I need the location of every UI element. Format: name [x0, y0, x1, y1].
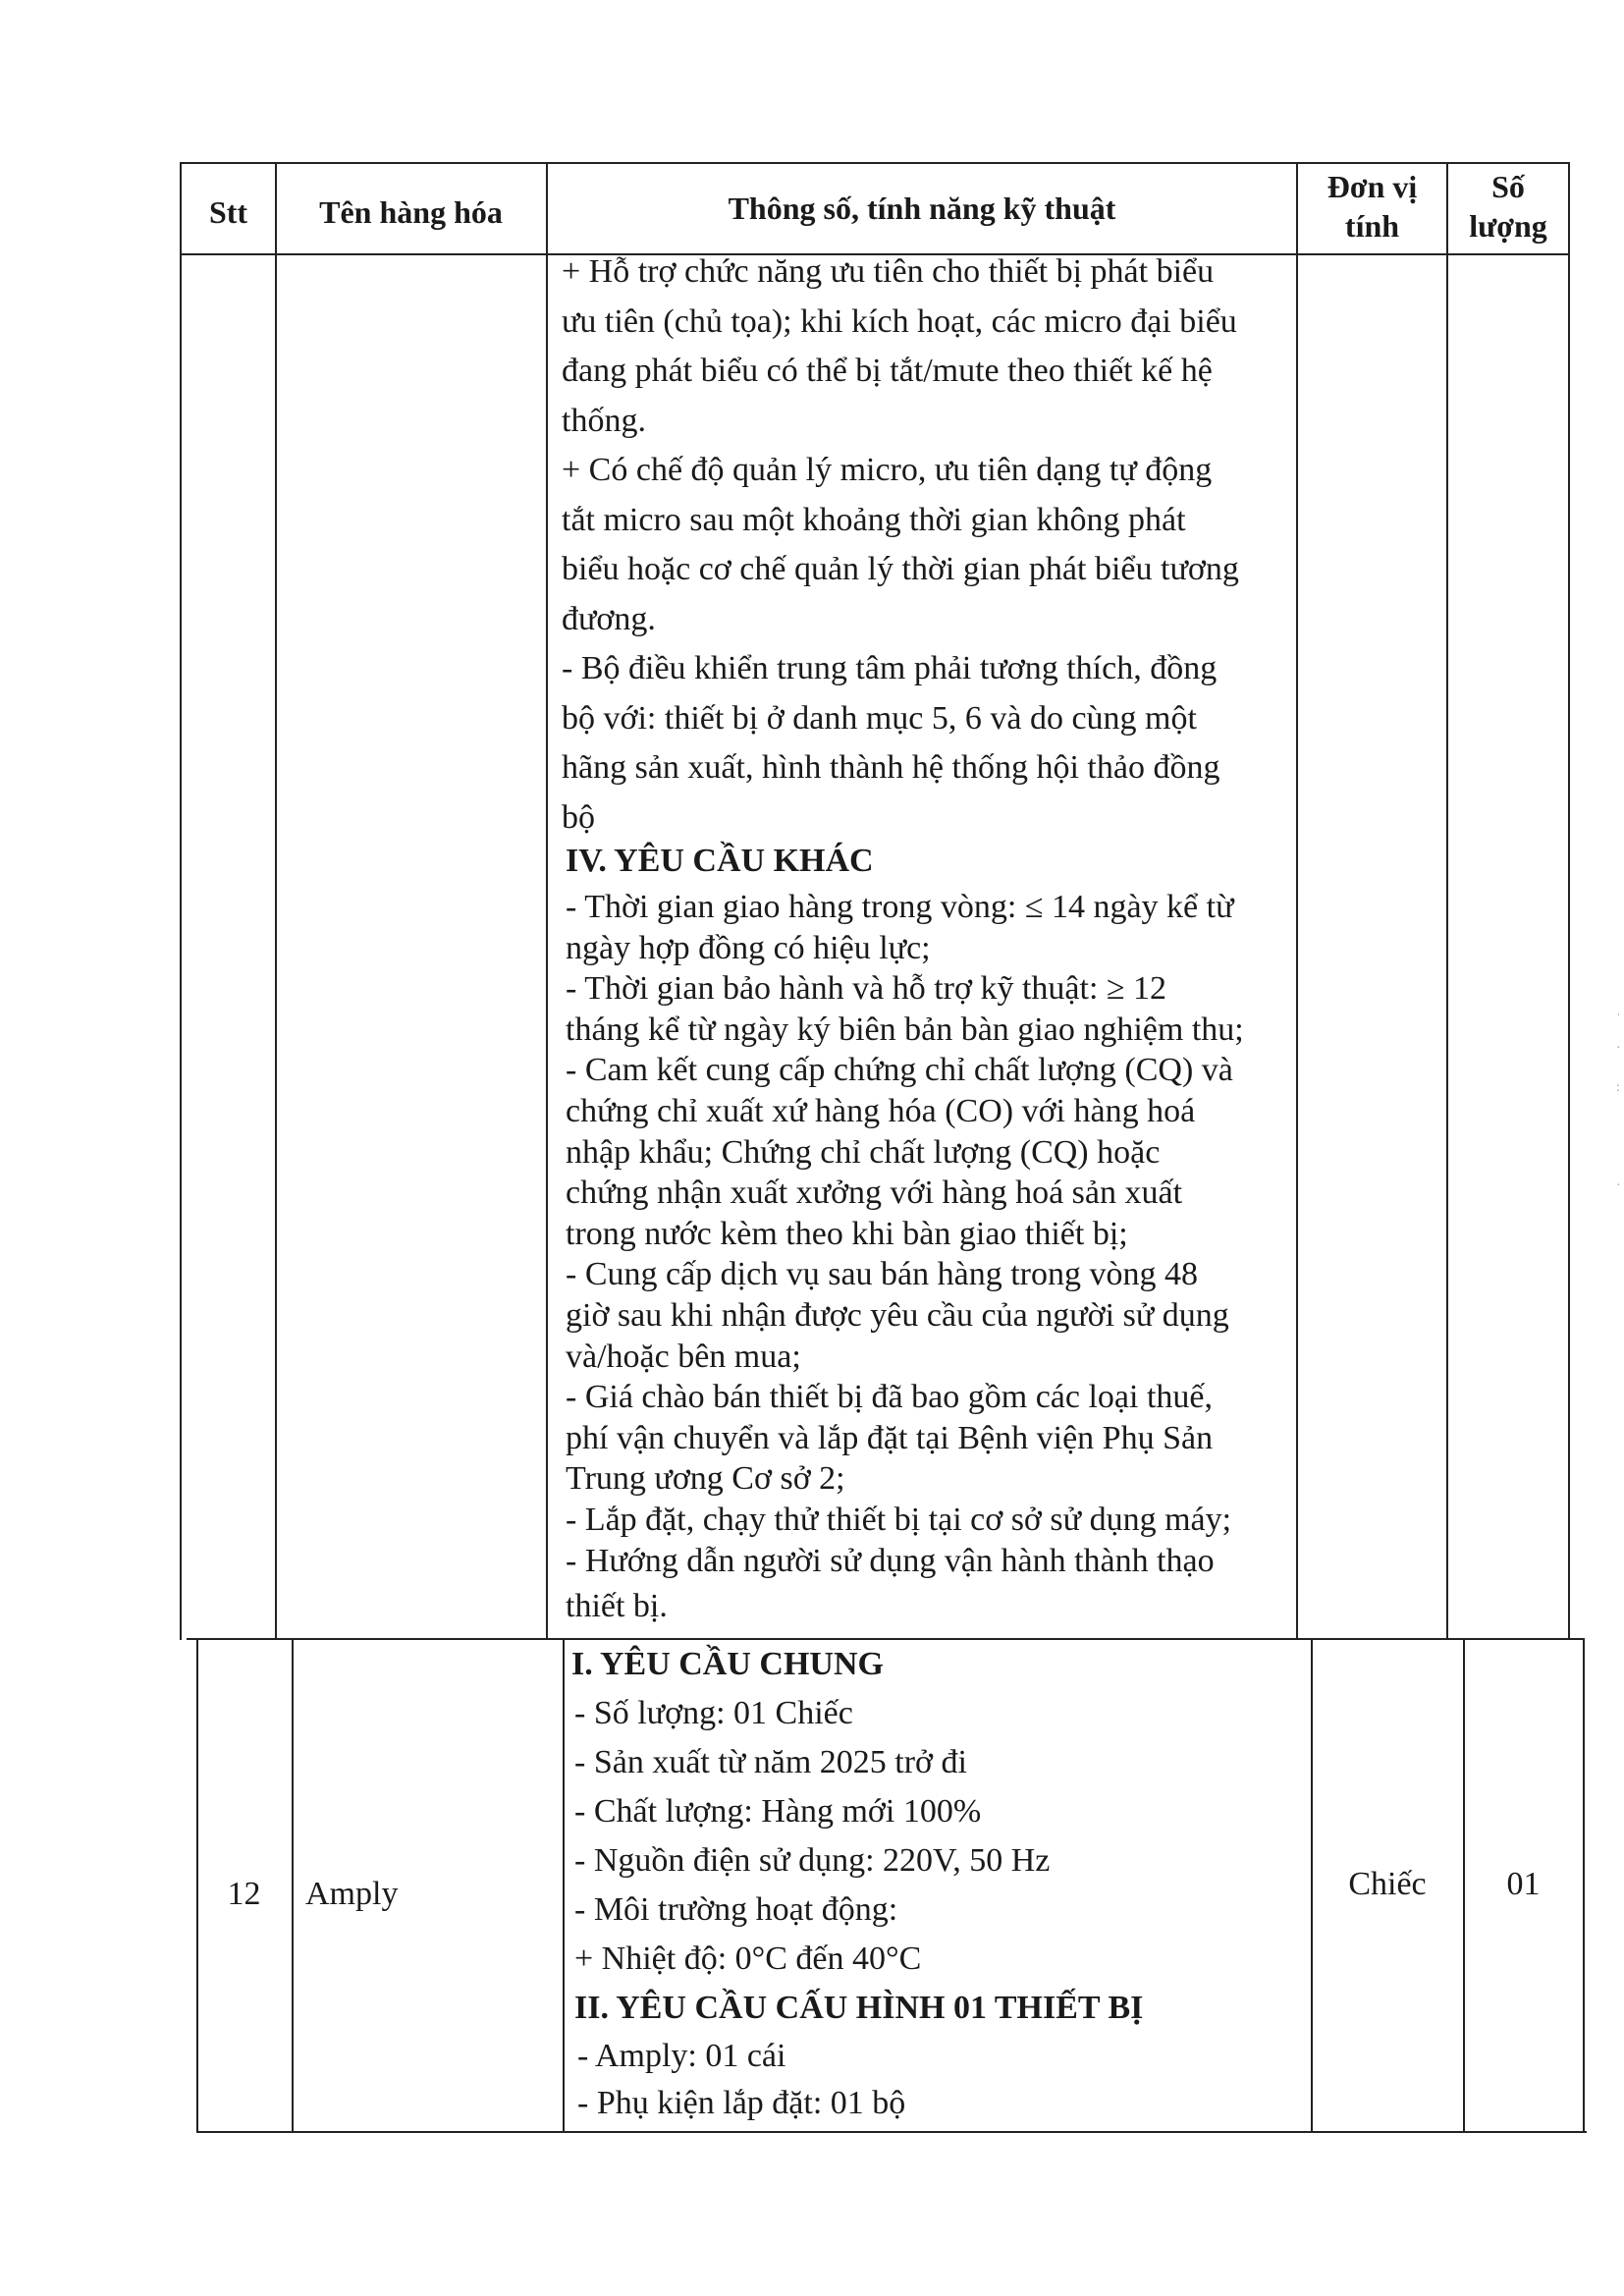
spec-line: - Lắp đặt, chạy thử thiết bị tại cơ sở sử dụng máy; — [566, 1501, 1232, 1538]
section-title-configuration: II. YÊU CẦU CẤU HÌNH 01 THIẾT BỊ — [574, 1990, 1144, 2026]
continued-specs-part-b — [566, 887, 1244, 1632]
spec-line: phí vận chuyển và lắp đặt tại Bệnh viện Phụ Sản — [566, 1419, 1214, 1456]
section-title-general-requirements: I. YÊU CẦU CHUNG — [571, 1646, 884, 1682]
spec-line: ngày hợp đồng có hiệu lực; — [566, 929, 931, 966]
col-border-unit — [1446, 162, 1448, 1640]
spec-line: + Hỗ trợ chức năng ưu tiên cho thiết bị phát biểu — [562, 253, 1215, 290]
col-border-right — [1568, 162, 1570, 1640]
spec-line: chứng chỉ xuất xứ hàng hóa (CO) với hàng hoá — [566, 1092, 1196, 1129]
spec-line: bộ — [562, 798, 595, 836]
spec-line: bộ với: thiết bị ở danh mục 5, 6 và do cùng một — [562, 699, 1197, 737]
header-qty-line1: Số — [1491, 169, 1525, 204]
scan-mark: : — [1616, 1080, 1620, 1095]
spec-line: - Thời gian giao hàng trong vòng: ≤ 14 ngày kể từ — [566, 889, 1234, 925]
col-border-left — [180, 162, 182, 1640]
header-qty — [1446, 167, 1570, 246]
spec-line: biểu hoặc cơ chế quản lý thời gian phát biểu tương — [562, 551, 1239, 587]
col-border-specs — [1296, 162, 1298, 1640]
spec-line: - Cam kết cung cấp chứng chỉ chất lượng (CQ) và — [566, 1052, 1233, 1089]
header-unit — [1296, 167, 1448, 246]
table-top-border — [180, 162, 1569, 164]
spec-line: - Bộ điều khiển trung tâm phải tương thích, đồng — [562, 650, 1218, 686]
spec-line: - Thời gian bảo hành và hỗ trợ kỹ thuật: ≥ 12 — [566, 970, 1167, 1008]
row12-name: Amply — [305, 1876, 399, 1912]
row12-stt: 12 — [227, 1876, 261, 1912]
spec-line: - Số lượng: 01 Chiếc — [574, 1695, 853, 1731]
spec-line: - Hướng dẫn người sử dụng vận hành thành thạo — [566, 1542, 1215, 1579]
spec-line: thống. — [562, 402, 646, 439]
continued-specs-part-a — [562, 247, 1239, 843]
row12-unit: Chiếc — [1348, 1866, 1427, 1902]
spec-line: - Giá chào bán thiết bị đã bao gồm các loại thuế, — [566, 1379, 1213, 1416]
scan-mark: · — [1616, 1041, 1621, 1056]
spec-line: tắt micro sau một khoảng thời gian không phát — [562, 501, 1186, 538]
header-qty-line2: lượng — [1469, 208, 1547, 244]
spec-line: - Cung cấp dịch vụ sau bán hàng trong vòng 48 — [566, 1256, 1198, 1293]
col-border-name — [546, 162, 548, 1640]
spec-line: - Phụ kiện lắp đặt: 01 bộ — [577, 2085, 906, 2121]
header-unit-line1: Đơn vị — [1326, 169, 1418, 204]
col-border-stt-r12 — [292, 1638, 294, 2133]
spec-line: và/hoặc bên mua; — [566, 1338, 801, 1375]
spec-line: tháng kể từ ngày ký biên bản bàn giao nghiệm thu; — [566, 1011, 1244, 1048]
header-specs: Thông số, tính năng kỹ thuật — [728, 191, 1116, 226]
spec-line: - Nguồn điện sử dụng: 220V, 50 Hz — [574, 1842, 1051, 1879]
col-border-stt — [275, 162, 277, 1640]
spec-line: đương. — [562, 600, 656, 637]
spec-line: chứng nhận xuất xưởng với hàng hoá sản xuất — [566, 1175, 1183, 1212]
spec-line: - Chất lượng: Hàng mới 100% — [574, 1793, 982, 1830]
scan-mark: ˌ — [1616, 1002, 1621, 1016]
row12-general-specs — [574, 1689, 1050, 1984]
spec-line: - Môi trường hoạt động: — [574, 1891, 898, 1928]
spec-line: + Có chế độ quản lý micro, ưu tiên dạng tự động — [562, 452, 1213, 488]
row-divider — [187, 1638, 1584, 1640]
row12-configuration-specs — [577, 2033, 905, 2127]
header-unit-line2: tính — [1344, 208, 1400, 244]
section-title-other-requirements: IV. YÊU CẦU KHÁC — [566, 843, 874, 879]
table-bottom-border — [196, 2131, 1587, 2133]
spec-line: ưu tiên (chủ tọa); khi kích hoạt, các micro đại biểu — [562, 302, 1237, 340]
spec-line: giờ sau khi nhận được yêu cầu của người sử dụng — [566, 1296, 1229, 1334]
spec-line: trong nước kèm theo khi bàn giao thiết bị; — [566, 1215, 1128, 1252]
header-stt: Stt — [208, 194, 248, 230]
row12-qty: 01 — [1506, 1866, 1541, 1902]
spec-line: thiết bị. — [566, 1588, 668, 1625]
col-border-name-r12 — [563, 1638, 565, 2133]
spec-line: Trung ương Cơ sở 2; — [566, 1460, 845, 1498]
scan-mark: · — [1616, 1178, 1621, 1193]
spec-line: - Sản xuất từ năm 2025 trở đi — [574, 1744, 967, 1780]
spec-line: - Amply: 01 cái — [577, 2038, 786, 2074]
spec-line: nhập khẩu; Chứng chỉ chất lượng (CQ) hoặc — [566, 1133, 1161, 1171]
spec-line: hãng sản xuất, hình thành hệ thống hội thảo đồng — [562, 749, 1220, 786]
header-name: Tên hàng hóa — [319, 194, 503, 230]
spec-line: + Nhiệt độ: 0°C đến 40°C — [574, 1941, 922, 1977]
spec-line: đang phát biểu có thể bị tắt/mute theo thiết kế hệ — [562, 353, 1213, 389]
